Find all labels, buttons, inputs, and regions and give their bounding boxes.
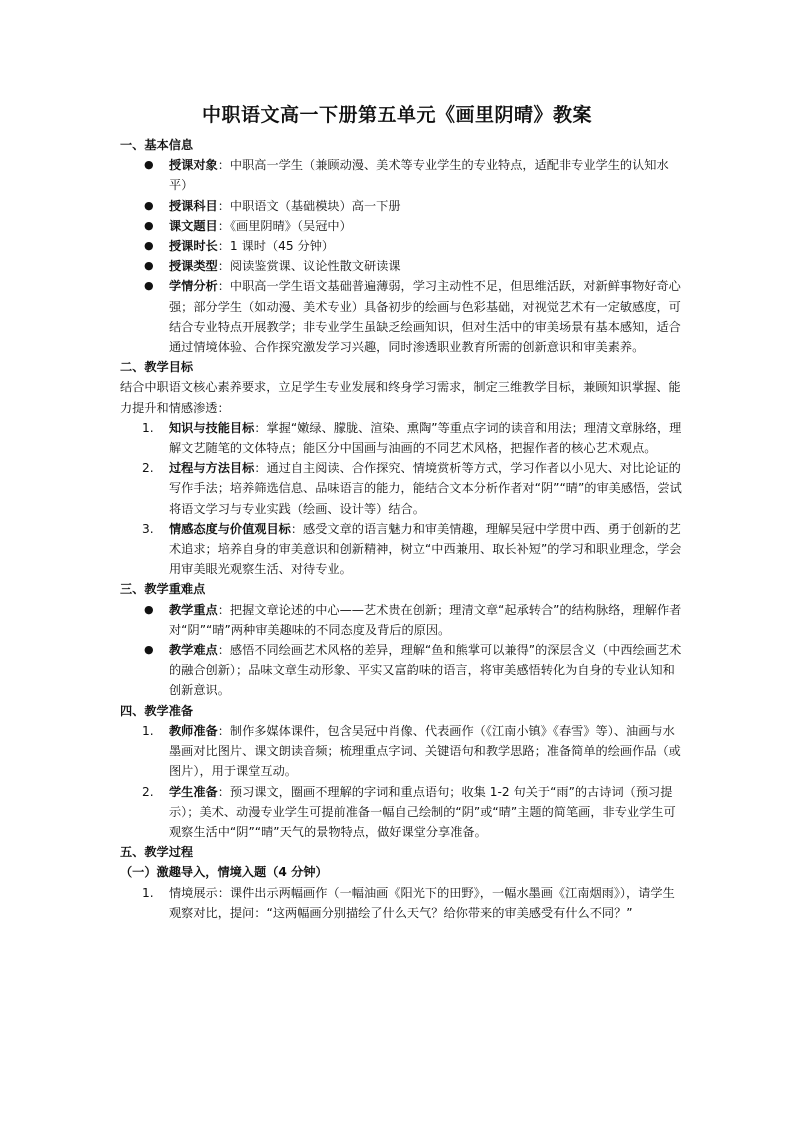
preparation-list [120,721,685,842]
list-item: ● 课文题目：《画里阴晴》（吴冠中） [120,216,685,236]
list-item: 2. 过程与方法目标：通过自主阅读、合作探究、情境赏析等方式，学习作者以小见大、对比论证的写作手法；培养筛选信息、品味语言的能力，能结合文本分析作者对“阴”“晴”的审美感悟，尝试将语文学习与专业实践（绘画、设计等）结合。 [120,458,685,519]
bullet-icon: ● [144,239,154,253]
basic-info-list [120,155,685,357]
list-number: 1. [142,885,154,900]
list-item: ● 教学难点：感悟不同绘画艺术风格的差异，理解“鱼和熊掌可以兼得”的深层含义（中西绘画艺术的融合创新）；品味文章生动形象、平实又富韵味的语言，将审美感悟转化为自身的专业认知和创新意识。 [120,640,685,701]
section-heading-basic-info: 一、基本信息 [120,138,194,152]
objectives-list [120,418,685,580]
objectives-intro: 结合中职语文核心素养要求，立足学生专业发展和终身学习需求，制定三维教学目标，兼顾知识掌握、能力提升和情感渗透： [120,380,681,415]
list-number: 2. [142,784,154,799]
list-item: ● 学情分析：中职高一学生语文基础普遍薄弱，学习主动性不足，但思维活跃，对新鲜事物好奇心强；部分学生（如动漫、美术专业）具备初步的绘画与色彩基础，对视觉艺术有一定敏感度，可结合专业特点开展教学；非专业学生虽缺乏绘画知识，但对生活中的审美场景有基本感知，适合通过情境体验、合作探究激发学习兴趣，同时渗透职业教育所需的创新意识和审美素养。 [120,276,685,357]
list-number: 3. [142,521,154,536]
key-points-list [120,600,685,701]
list-item: 1. 知识与技能目标：掌握“嫩绿、朦胧、渲染、熏陶”等重点字词的读音和用法；理清文章脉络，理解文艺随笔的文体特点；能区分中国画与油画的不同艺术风格，把握作者的核心艺术观点。 [120,418,685,458]
list-number: 1. [142,420,154,435]
document-title: 中职语文高一下册第五单元《画里阴晴》教案 [201,104,592,126]
section-heading-objectives: 二、教学目标 [120,360,194,375]
process-list [120,883,685,923]
section-heading-key-points: 三、教学重难点 [120,582,206,597]
section-heading-process: 五、教学过程 [120,845,194,860]
list-item: 1. 情境展示：课件出示两幅画作（一幅油画《阳光下的田野》，一幅水墨画《江南烟雨》），请学生观察对比，提问：“这两幅画分别描绘了什么天气？给你带来的审美感受有什么不同？” [120,883,685,923]
list-item: 1. 教师准备：制作多媒体课件，包含吴冠中肖像、代表画作（《江南小镇》《春雪》等）、油画与水墨画对比图片、课文朗读音频；梳理重点字词、关键语句和教学思路；准备简单的绘画作品（或图片），用于课堂互动。 [120,721,685,782]
list-number: 2. [142,461,154,476]
list-item: ● 授课时长：1 课时（45 分钟） [120,236,685,256]
list-item: ● 教学重点：把握文章论述的中心——艺术贵在创新；理清文章“起承转合”的结构脉络，理解作者对“阴”“晴”两种审美趣味的不同态度及背后的原因。 [120,600,685,640]
list-item: ● 授课对象：中职高一学生（兼顾动漫、美术等专业学生的专业特点，适配非专业学生的认知水平） [120,155,685,195]
bullet-icon: ● [144,279,154,293]
list-item: ● 授课类型：阅读鉴赏课、议论性散文研读课 [120,256,685,276]
bullet-icon: ● [144,602,154,616]
list-number: 1. [142,723,154,738]
bullet-icon: ● [144,259,154,273]
bullet-icon: ● [144,218,154,232]
bullet-icon: ● [144,198,154,212]
list-item: ● 授课科目：中职语文（基础模块）高一下册 [120,196,685,216]
section-heading-preparation: 四、教学准备 [120,703,194,718]
subsection-heading-intro: （一）激趣导入，情境入题（4 分钟） [120,865,328,880]
list-item: 2. 学生准备：预习课文，圈画不理解的字词和重点语句；收集 1-2 句关于“雨”的古诗词（预习提示）；美术、动漫专业学生可提前准备一幅自己绘制的“阴”或“晴”主题的简笔画，非专业学生可观察生活中“阴”“晴”天气的景物特点，做好课堂分享准备。 [120,782,685,843]
bullet-icon: ● [144,643,154,657]
list-item: 3. 情感态度与价值观目标：感受文章的语言魅力和审美情趣，理解吴冠中学贯中西、勇于创新的艺术追求；培养自身的审美意识和创新精神，树立“中西兼用、取长补短”的学习和职业理念，学会用审美眼光观察生活、对待专业。 [120,519,685,580]
bullet-icon: ● [144,158,154,172]
document-body [120,135,685,923]
